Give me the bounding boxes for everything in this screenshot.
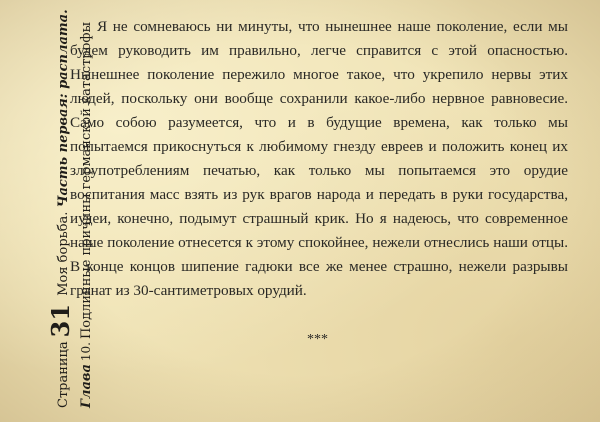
body-paragraph: Я не сомневаюсь ни минуты, что нынешнее наше поколение, если мы будем руководить им правильно, легче справится с этой опасностью. Нынешнее поколение пережило многое такое, что укрепило нервы этих людей, поскольку они вообще сохранили какое-либо нервное равновесие. Само собою разумеется, что и в будущие времена, как только мы попытаемся прикоснуться к любимому гнезду евреев и положить конец их злоупотреблениям печатью, как только мы попытаемся это орудие воспитания масс взять из рук врагов народа и передать в руки государства, иудеи, конечно, подымут страшный крик. Но я надеюсь, что современное наше поколение отнесется к этому спокойнее, нежели отнеслись наши отцы. В конце концов шипение гадюки все же менее страшно, нежели разрывы гранат из 30-сантиметровых орудий. <box>70 18 568 299</box>
chapter-number: 10. <box>79 342 93 362</box>
page-label: Страница <box>56 341 71 408</box>
running-header <box>0 0 94 422</box>
chapter-title: Подлинные причины германской катастрофы <box>79 22 94 340</box>
part-title: Часть первая: расплата. <box>56 9 71 208</box>
section-separator: *** <box>307 332 328 347</box>
chapter-label: Глава <box>79 364 94 408</box>
book-title: Моя борьба. <box>56 211 71 296</box>
page-number: 31 <box>46 303 75 338</box>
